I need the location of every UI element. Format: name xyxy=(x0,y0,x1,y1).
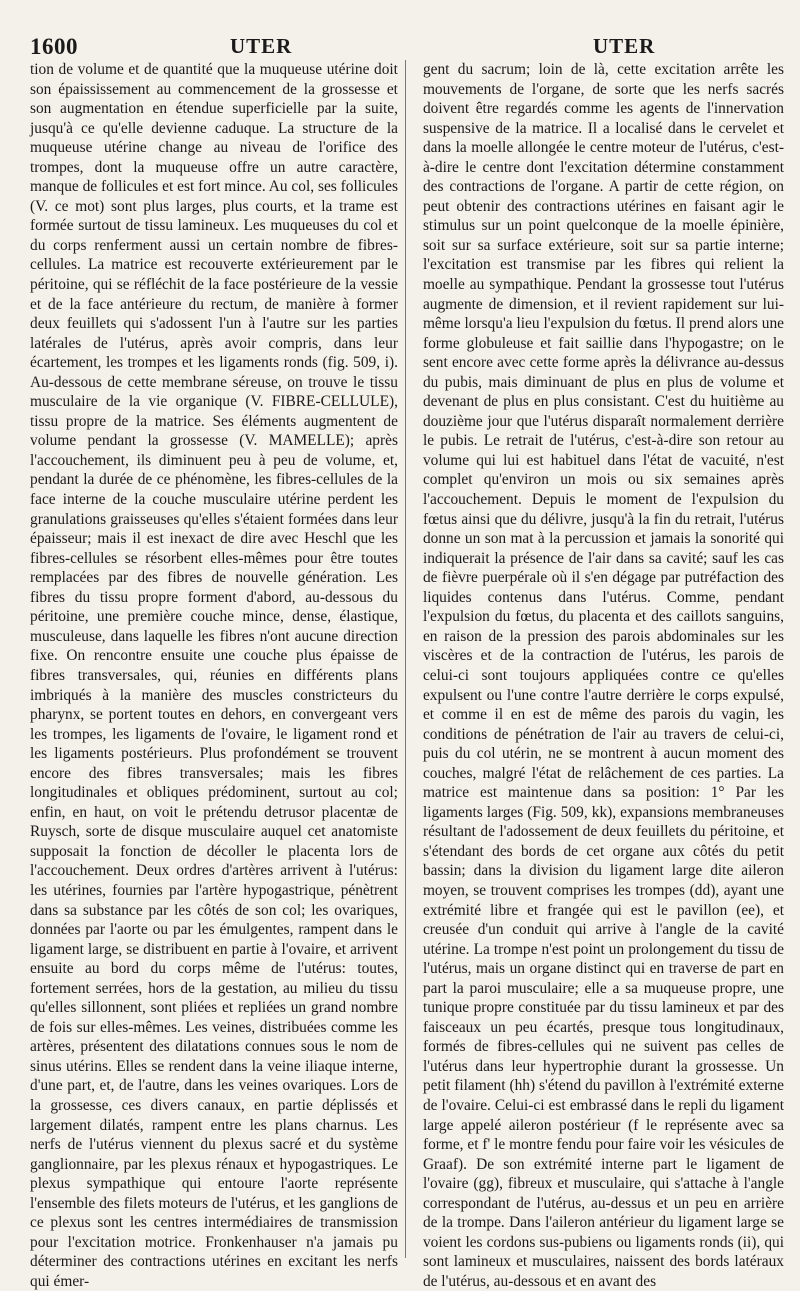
right-column-text: gent du sacrum; loin de là, cette excitation arrête les mouvements de l'organe, de sorte que les nerfs sacrés doivent être regardés comme les agents de l'innervation suspensive de la matrice. Il a localisé dans le cervelet et dans la moelle allongée le centre moteur de l'utérus, c'est-à-dire le centre dont l'excitation détermine constamment des contractions de l'organe. A partir de cette région, on peut obtenir des contractions utérines en faisant agir le stimulus sur un point quelconque de la moelle épinière, soit sur sa surface extérieure, soit sur sa partie interne; l'excitation est transmise par les fibres qui relient la moelle au sympathique. Pendant la grossesse tout l'utérus augmente de dimension, et il revient rapidement sur lui-même lorsqu'a lieu l'expulsion du fœtus. Il prend alors une forme globuleuse et fait saillie dans l'hypogastre; on le sent encore avec cette forme après la délivrance au-dessus du pubis, mais diminuant de plus en plus de volume et devenant de plus en plus consistant. C'est du huitième au douzième jour que l'utérus disparaît normalement derrière le pubis. Le retrait de l'utérus, c'est-à-dire son retour au volume qui lui est habituel dans l'état de vacuité, n'est complet qu'environ un mois ou six semaines après l'accouchement. Depuis le moment de l'expulsion du fœtus ainsi que du délivre, jusqu'à la fin du retrait, l'utérus donne un son mat à la percussion et jamais la sonorité qui indiquerait la présence de l'air dans sa cavité; sauf les cas de fièvre puerpérale où il s'en dégage par putréfaction des liquides contenus dans l'utérus. Comme, pendant l'expulsion du fœtus, du placenta et des caillots sanguins, en raison de la pression des parois abdominales sur les viscères et de la contraction de l'utérus, les parois de celui-ci sont toujours appliquées contre ce qu'elles expulsent ou l'une contre l'autre derrière le corps expulsé, et comme il en est de même des parois du vagin, les conditions de pénétration de l'air au travers de celui-ci, puis du col utérin, ne se montrent à aucun moment des couches, malgré l'état de relâchement de ces parties. La matrice est maintenue dans sa position: 1° Par les ligaments larges (Fig. 509, kk), expansions membraneuses résultant de l'adossement de deux feuillets du péritoine, et s'étendant des bords de cet organe aux côtés du petit bassin; dans la division du ligament large dite aileron moyen, se trouvent comprises les trompes (dd), ayant une extrémité libre et frangée qui est le pavillon (ee), et creusée d'un conduit qui arrive à l'angle de la cavité utérine. La trompe n'est point un prolongement du tissu de l'utérus, mais un organe distinct qui en traverse de part en part la paroi musculaire; elle a sa muqueuse propre, une tunique propre constituée par du tissu lamineux et par des faisceaux un peu écartés, presque tous longitudinaux, formés de fibres-cellules qui ne suivent pas celles de l'utérus dans leur hypertrophie durant la grossesse. Un petit filament (hh) s'étend du pavillon à l'extrémité externe de l'ovaire. Celui-ci est embrassé dans le repli du ligament large appelé aileron postérieur (f le représente avec sa forme, et f' le montre fendu pour faire voir les vésicules de Graaf). De son extrémité interne part le ligament de l'ovaire (gg), fibreux et musculaire, qui s'attache à l'angle correspondant de l'utérus, au-dessus et un peu en arrière de la trompe. Dans l'aileron antérieur du ligament large se voient les cordons sus-pubiens ou ligaments ronds (ii), qui sont lamineux et musculaires, naissent des bords latéraux de l'utérus, au-dessous et en avant des xyxy=(422,61,784,1290)
right-running-head: UTER xyxy=(593,34,656,58)
page-header xyxy=(30,22,784,59)
text-columns xyxy=(30,60,784,1290)
left-column xyxy=(30,60,398,1290)
right-column xyxy=(422,60,784,1290)
left-running-head: UTER xyxy=(230,34,293,58)
page-number: 1600 xyxy=(30,34,78,59)
column-divider xyxy=(405,60,406,1258)
left-column-text: tion de volume et de quantité que la muqueuse utérine doit son épaississement au commencement de la grossesse et son augmentation en étendue superficielle par la suite, jusqu'à ce qu'elle devienne caduque. La structure de la muqueuse utérine change au niveau de l'orifice des trompes, dont la muqueuse offre un autre caractère, manque de follicules et est fort mince. Au col, ses follicules (V. ce mot) sont plus larges, plus courts, et la trame est formée surtout de tissu lamineux. Les muqueuses du col et du corps renferment aussi un certain nombre de fibres-cellules. La matrice est recouverte extérieurement par le péritoine, qui se réfléchit de la face postérieure de la vessie et de la face antérieure du rectum, de manière à former deux feuillets qui s'adossent l'un à l'autre sur les parties latérales de l'utérus, après avoir compris, dans leur écartement, les trompes et les ligaments ronds (fig. 509, i). Au-dessous de cette membrane séreuse, on trouve le tissu musculaire de la vie organique (V. FIBRE-CELLULE), tissu propre de la matrice. Ses éléments augmentent de volume pendant la grossesse (V. MAMELLE); après l'accouchement, ils diminuent peu à peu de volume, et, pendant la durée de ce phénomène, les fibres-cellules de la face interne de la couche musculaire utérine perdent les granulations graisseuses qu'elles s'étaient formées dans leur épaisseur; mais il est inexact de dire avec Heschl que les fibres-cellules se résorbent elles-mêmes pour être toutes remplacées par des fibres de nouvelle génération. Les fibres du tissu propre forment d'abord, au-dessous du péritoine, une première couche mince, dense, élastique, musculeuse, dans laquelle les fibres n'ont aucune direction fixe. On rencontre ensuite une couche plus épaisse de fibres transversales, qui, réunies en différents plans imbriqués à la manière des muscles constricteurs du pharynx, se portent toutes en dehors, en convergeant vers les trompes, les ligaments de l'ovaire, le ligament rond et les ligaments postérieurs. Plus profondément se trouvent encore des fibres transversales; mais les fibres longitudinales et obliques prédominent, surtout au col; enfin, en haut, on voit le prétendu detrusor placentæ de Ruysch, sorte de disque musculaire auquel cet anatomiste supposait la fonction de décoller le placenta lors de l'accouchement. Deux ordres d'artères arrivent à l'utérus: les utérines, fournies par l'artère hypogastrique, pénètrent dans sa substance par les côtés de son col; les ovariques, données par l'aorte ou par les émulgentes, rampent dans le ligament large, se distribuent en partie à l'ovaire, et arrivent ensuite au bord du corps même de l'utérus: toutes, fortement serrées, hors de la gestation, au milieu du tissu qu'elles sillonnent, sont pliées et repliées un grand nombre de fois sur elles-mêmes. Les veines, distribuées comme les artères, présentent des dilatations connues sous le nom de sinus utérins. Elles se rendent dans la veine iliaque interne, d'une part, et, de l'autre, dans les veines ovariques. Lors de la grossesse, ces divers canaux, en partie déplissés et largement dilatés, rampent entre les plans charnus. Les nerfs de l'utérus viennent du plexus sacré et du système ganglionnaire, par les plexus rénaux et hypogastriques. Le plexus sympathique qui entoure l'aorte représente l'ensemble des filets moteurs de l'utérus, et les ganglions de ce plexus sont les centres intermédiaires de transmission pour l'excitation motrice. Fronkenhauser n'a jamais pu déterminer des contractions utérines en excitant les nerfs qui émer- xyxy=(30,61,398,1290)
